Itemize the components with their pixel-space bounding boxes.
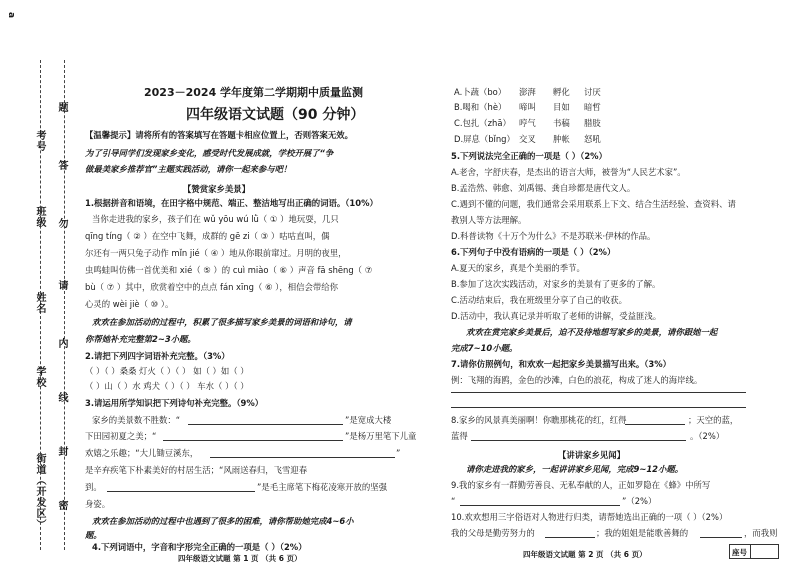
question-1-text: bù（ ⑦ ）其中，欣赏着空中的点点 fán xīng（ ⑥ ），相信会带给你: [85, 282, 338, 292]
answer-line[interactable]: [451, 407, 746, 408]
section-heading: 【讲讲家乡见闻】: [558, 450, 625, 460]
option-c-2: 哼气: [519, 118, 536, 128]
option-d-1: D.屏息（bǐng）: [454, 134, 515, 144]
seat-number-label: 座号: [732, 548, 747, 557]
activity-note: 欢欢在赏完家乡美景后，迫不及待地想写家乡的美景，请你跟她一起: [466, 327, 718, 337]
question-1-text: qīng tíng（ ② ）在空中飞舞，成群的 gē zi（ ③ ）咕咕直叫，偶: [85, 231, 330, 241]
question-3-text: 下田园初夏之美；“: [85, 431, 157, 441]
question-9-text: ”（2%）: [622, 496, 657, 506]
section-heading: 【赞赏家乡美景】: [183, 184, 250, 194]
exam-header: 2023－2024 学年度第二学期期中质量监测: [144, 86, 364, 99]
exam-title: 四年级语文试题（90 分钟）: [186, 107, 365, 123]
question-1: 1.根据拼音和语境，在田字格中规范、端正、整洁地写出正确的词语。（10%）: [85, 198, 378, 208]
seal-word: 请: [56, 280, 67, 291]
question-8: 8.家乡的风景真美丽啊！你瞧那桃花的红，红得: [451, 415, 627, 425]
question-4: 4.下列词语中，字音和字形完全正确的一项是（ ）（2%）: [92, 542, 307, 552]
question-8-text: 蓝得: [451, 431, 468, 441]
warm-tip: 【温馨提示】请将所有的答案填写在答题卡相应位置上，否则答案无效。: [85, 130, 353, 140]
seal-word: 题: [56, 102, 67, 113]
question-5-option-a: A.老舍，字舒庆春，是杰出的语言大师，被誉为“人民艺术家”。: [451, 167, 686, 177]
seat-box-divider: [750, 545, 751, 558]
question-10: 10.欢欢想用三字俗语对人物进行归类，请帮她选出正确的一项（ ）（2%）: [451, 512, 728, 522]
question-5-option-c: C.遇到不懂的问题，我们通常会采用联系上下文、结合生活经验、查资料、请: [451, 199, 736, 209]
field-label-exam-no: 考号: [34, 130, 45, 152]
question-6-option-b: B.参加了这次实践活动，对家乡的美景有了更多的了解。: [451, 279, 661, 289]
question-1-text: 心灵的 wèi jiè（ ⑩ ）。: [85, 299, 174, 309]
question-3-text: ”是宽成大楼: [345, 415, 392, 425]
seal-word: 勿: [56, 218, 67, 229]
question-10-text: ；我的姐姐是能歌善舞的: [596, 528, 689, 538]
question-6-option-c: C.活动结束后，我在班级里分享了自己的收获。: [451, 295, 628, 305]
question-1-text: 当你走进我的家乡，孩子们在 wǔ yōu wú lǜ（ ① ）地玩耍，几只: [92, 214, 339, 224]
option-d-3: 肿帐: [553, 134, 570, 144]
option-a-3: 孵化: [553, 87, 570, 97]
question-10-text: 我的父母是勤劳努力的: [451, 528, 535, 538]
option-a-4: 讨厌: [584, 87, 601, 97]
seal-word: 封: [56, 446, 67, 457]
answer-blank[interactable]: [163, 440, 343, 441]
question-3-text: ”: [396, 448, 401, 458]
intro-line: 做最美家乡推荐官”主题实践活动，请你一起来参与吧！: [85, 164, 292, 174]
question-8-text: ；天空的蓝，: [688, 415, 739, 425]
binding-line-inner: [64, 60, 65, 550]
activity-note: 题。: [85, 530, 102, 540]
question-5: 5.下列说法完全正确的一项是（ ）（2%）: [451, 151, 607, 161]
field-label-class: 班级: [34, 206, 45, 228]
question-5-option-d: D.科普读物《十万个为什么》不是苏联米·伊林的作品。: [451, 231, 656, 241]
question-8-text: 。（2%）: [690, 431, 725, 441]
seal-word: 答: [56, 160, 67, 171]
option-c-3: 书稿: [553, 118, 570, 128]
page-footer: 四年级语文试题 第 2 页 （共 6 页）: [523, 550, 647, 559]
activity-note: 欢欢在参加活动的过程中也遇到了很多的困难，请你帮助她完成4~6小: [92, 516, 354, 526]
answer-blank[interactable]: [210, 457, 395, 458]
option-b-3: 目如: [553, 102, 570, 112]
question-7: 7.请你仿照例句，和欢欢一起把家乡美景描写出来。（3%）: [451, 359, 672, 369]
seat-number-box[interactable]: [729, 544, 779, 559]
question-6-option-a: A.夏天的家乡，真是个美丽的季节。: [451, 263, 585, 273]
question-6: 6.下列句子中没有语病的一项是（ ）（2%）: [451, 247, 616, 257]
seal-word: 线: [56, 392, 67, 403]
question-7-example: 例：飞翔的海鸥，金色的沙滩，白色的浪花，构成了迷人的海岸线。: [451, 375, 703, 385]
question-2-blanks: （ ）（ ）桑桑 灯火（ ）（ ） 如（ ）如（ ）: [85, 366, 249, 376]
option-b-2: 啼叫: [519, 102, 536, 112]
activity-note: 你帮她补充完整第2~3小题。: [85, 334, 196, 344]
option-c-4: 腊肢: [584, 118, 601, 128]
question-5-option-b: B.孟浩然、韩愈、刘禹锡、龚自珍都是唐代文人。: [451, 183, 636, 193]
question-5-option-c-cont: 教别人等方法理解。: [451, 215, 527, 225]
answer-blank[interactable]: [625, 424, 685, 425]
answer-blank[interactable]: [471, 440, 686, 441]
question-1-text: 虫鸣蛙叫仿佛一首优美和 xié（ ⑤ ）的 cuì miào（ ⑥ ）声音 fā shēng（ ⑦: [85, 265, 373, 275]
page-mark: a: [6, 12, 16, 20]
option-b-1: B.喝和（hè）: [454, 102, 507, 112]
seal-word: 内: [56, 338, 67, 349]
question-3-text: 家乡的美景数不胜数：“: [92, 415, 181, 425]
question-9-text: “: [451, 496, 456, 506]
answer-blank[interactable]: [188, 424, 343, 425]
answer-blank[interactable]: [107, 491, 255, 492]
option-a-1: A.卜蔬（bo）: [454, 87, 507, 97]
question-3: 3.请运用所学知识把下列诗句补充完整。（9%）: [85, 398, 264, 408]
intro-line: 为了引导同学们发现家乡变化，感受时代发展成就，学校开展了“争: [85, 148, 334, 158]
question-9: 9.我的家乡有一群勤劳善良、无私奉献的人，正如罗隐在《蜂》中所写: [451, 480, 711, 490]
field-label-district: 街道（开发区）: [34, 453, 45, 530]
question-3-text: 到。: [85, 482, 102, 492]
question-3-text: ”是杨万里笔下儿童: [345, 431, 417, 441]
seal-word: 密: [56, 500, 67, 511]
option-d-2: 交叉: [519, 134, 536, 144]
option-c-1: C.包扎（zhā）: [454, 118, 511, 128]
option-b-4: 暗哲: [584, 102, 601, 112]
activity-note: 请你走进我的家乡，一起讲讲家乡见闻，完成9~12小题。: [466, 464, 684, 474]
option-a-2: 澎湃: [519, 87, 536, 97]
activity-note: 欢欢在参加活动的过程中，积累了很多描写家乡美景的词语和诗句，请: [92, 317, 352, 327]
answer-blank[interactable]: [700, 537, 742, 538]
page-footer: 四年级语文试题 第 1 页 （共 6 页）: [178, 554, 302, 563]
answer-blank[interactable]: [460, 505, 620, 506]
question-10-text: ，而我则: [744, 528, 778, 538]
activity-note: 完成7~10小题。: [451, 343, 518, 353]
question-3-text: 是辛弃疾笔下朴素美好的村居生活；“风雨送春归，飞雪迎春: [85, 465, 308, 475]
question-3-text: ”是毛主席笔下梅花凌寒开放的坚强: [257, 482, 387, 492]
answer-line[interactable]: [451, 392, 746, 393]
question-1-text: 尔还有一两只兔子动作 mǐn jié（ ④ ）地从你眼前窜过。月明的夜里，: [85, 248, 347, 258]
answer-blank[interactable]: [545, 537, 595, 538]
field-label-name: 姓名: [34, 292, 45, 314]
option-d-4: 怒吼: [584, 134, 601, 144]
question-3-text: 身姿。: [85, 499, 111, 509]
field-label-school: 学校: [34, 366, 45, 388]
question-2: 2.请把下列四字词语补充完整。（3%）: [85, 351, 230, 361]
question-3-text: 欢嬉之乐趣；“大儿锄豆溪东，: [85, 448, 199, 458]
question-6-option-d: D.活动中，我认真记录并听取了老师的讲解，受益匪浅。: [451, 311, 662, 321]
question-2-blanks: （ ）山（ ）水 鸡犬（ ）（ ） 车水（ ）（ ）: [85, 381, 249, 391]
